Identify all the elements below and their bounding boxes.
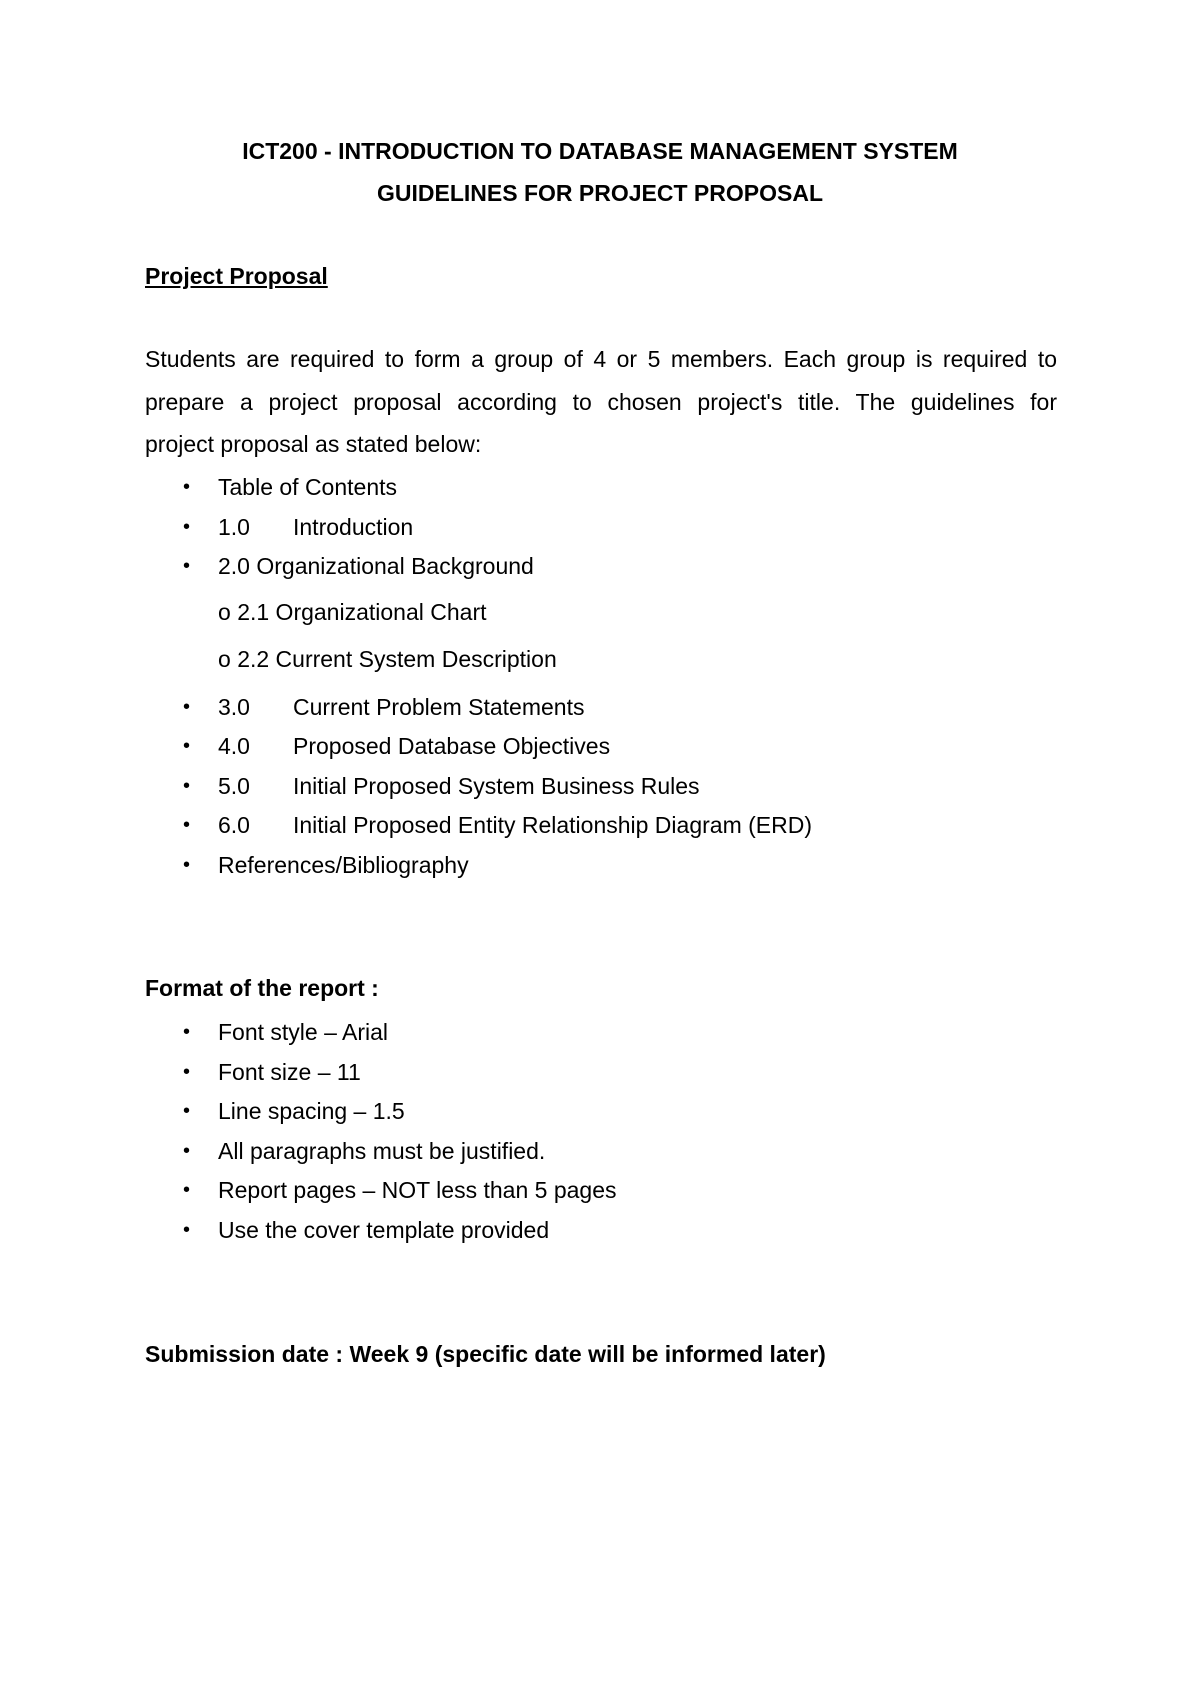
bullet-icon: • — [183, 696, 191, 718]
document-subtitle: GUIDELINES FOR PROJECT PROPOSAL — [377, 180, 823, 206]
list-item: Initial Proposed Entity Relationship Diagram (ERD) — [293, 812, 812, 838]
intro-paragraph-line: Students are required to form a group of 4 or 5 members. Each group is required to — [145, 346, 1057, 372]
intro-paragraph-line: prepare a project proposal according to chosen project's title. The guidelines for — [145, 389, 1057, 415]
list-item-number: 3.0 — [218, 694, 250, 720]
sub-list-item: o 2.2 Current System Description — [218, 646, 557, 672]
list-item: Font style – Arial — [218, 1019, 389, 1045]
bullet-icon: • — [183, 775, 191, 797]
list-item: All paragraphs must be justified. — [218, 1138, 546, 1164]
bullet-icon: • — [183, 1100, 191, 1122]
bullet-icon: • — [183, 516, 191, 538]
list-item: Table of Contents — [218, 474, 398, 500]
bullet-icon: • — [183, 1061, 191, 1083]
bullet-icon: • — [183, 1140, 191, 1162]
bullet-icon: • — [183, 1021, 191, 1043]
intro-paragraph-line: project proposal as stated below: — [145, 431, 482, 457]
list-item: Initial Proposed System Business Rules — [293, 773, 700, 799]
list-item: 2.0 Organizational Background — [218, 553, 534, 579]
bullet-icon: • — [183, 476, 191, 498]
section-heading-format: Format of the report : — [145, 975, 379, 1001]
list-item-number: 4.0 — [218, 733, 250, 759]
list-item: Current Problem Statements — [293, 694, 585, 720]
sub-bullet-icon: o — [218, 646, 231, 672]
list-item: References/Bibliography — [218, 852, 469, 878]
list-item-number: 6.0 — [218, 812, 250, 838]
bullet-icon: • — [183, 814, 191, 836]
sub-list-item: o 2.1 Organizational Chart — [218, 599, 487, 625]
bullet-icon: • — [183, 1179, 191, 1201]
list-item: Proposed Database Objectives — [293, 733, 611, 759]
list-item-number: 1.0 — [218, 514, 250, 540]
list-item-number: 5.0 — [218, 773, 250, 799]
list-item: Font size – 11 — [218, 1059, 361, 1085]
sub-bullet-icon: o — [218, 599, 231, 625]
document-title: ICT200 - INTRODUCTION TO DATABASE MANAGEMENT SYSTEM — [242, 138, 958, 164]
list-item: Line spacing – 1.5 — [218, 1098, 405, 1124]
section-heading-project-proposal: Project Proposal — [145, 263, 328, 289]
submission-date: Submission date : Week 9 (specific date will be informed later) — [145, 1341, 826, 1367]
bullet-icon: • — [183, 1219, 191, 1241]
bullet-icon: • — [183, 555, 191, 577]
list-item: Report pages – NOT less than 5 pages — [218, 1177, 617, 1203]
bullet-icon: • — [183, 735, 191, 757]
list-item: Introduction — [293, 514, 414, 540]
bullet-icon: • — [183, 854, 191, 876]
list-item: Use the cover template provided — [218, 1217, 550, 1243]
